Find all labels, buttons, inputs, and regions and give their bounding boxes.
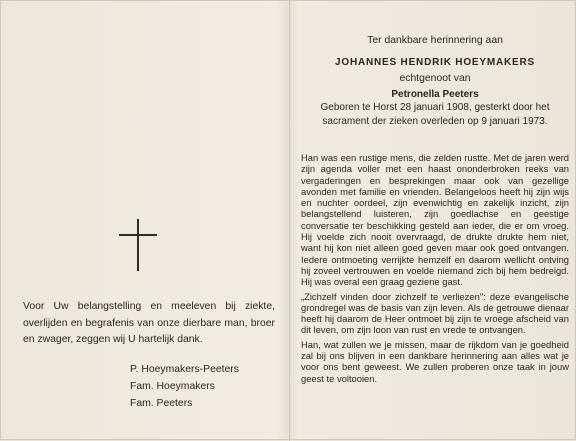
thank-you-note xyxy=(23,299,275,349)
birth-death-info xyxy=(301,101,569,128)
spouse-label: echtgenoot van xyxy=(399,73,471,84)
signers-list xyxy=(130,362,280,412)
spouse-name: Petronella Peeters xyxy=(391,89,479,100)
intro-line: Ter dankbare herinnering aan xyxy=(367,35,503,46)
signer-1: P. Hoeymakers-Peeters xyxy=(130,364,239,375)
thank-you-text: Voor Uw belangstelling en meeleven bij ziekte, overlijden en begrafenis van onze dierbare man, broer en zwager, zeggen wij U hartelijk dank. xyxy=(23,301,275,346)
paragraph-2: „Zichzelf vinden door zichzelf te verliezen": deze evangelische grondregel was de basis van zijn leven. Als de getrouwe dienaar heeft hij daarom de Heer ontmoet bij zijn te vroege afscheid van dit leven, om zijn loon van rust en vrede te ontvangen. xyxy=(301,290,569,336)
signer-2: Fam. Hoeymakers xyxy=(130,380,215,392)
card-fold-line xyxy=(289,1,290,441)
deceased-name: JOHANNES HENDRIK HOEYMAKERS xyxy=(335,57,535,68)
memorial-text xyxy=(301,152,569,384)
cross-icon xyxy=(119,219,157,271)
cross-vertical-bar xyxy=(137,219,139,271)
paragraph-1: Han was een rustige mens, die zelden rustte. Met de jaren werd zijn agenda voller met een haast ononderbroken reeks van vergaderingen en besprekingen maar ook van gezellige avonden met familie en vrienden. Belangeloos heeft hij zijn wijs en nuchter oordeel, zijn evenwichtig en zakelijk inzicht, zijn belangstellend luisteren, zijn goedlachse en geestige conversatie ter beschikking gesteld aan ieder, die er om vroeg. Hij voelde zich nooit overvraagd, de drukte drukte hem niet, want hij kon niet alleen goed geven maar ook goed ontvangen. Iedere ontmoeting verrijkte hemzelf en daarom wellicht ontving hij zoveel vertrouwen en voelde niemand zich bij hem bedreigd. Hij was overal een graag geziene gast. xyxy=(301,152,569,288)
signer-3: Fam. Peeters xyxy=(130,397,193,409)
birth-death-text: Geboren te Horst 28 januari 1908, gesterkt door het sacrament der zieken overleden op 9 januari 1973. xyxy=(320,102,550,127)
paragraph-3: Han, wat zullen we je missen, maar de rijkdom van je goedheid zal bij ons blijven in een dankbare herinnering aan alles wat je voor ons bent geweest. We zullen proberen onze taak in jouw geest te voltooien. xyxy=(301,338,569,384)
cross-horizontal-bar xyxy=(119,234,157,236)
